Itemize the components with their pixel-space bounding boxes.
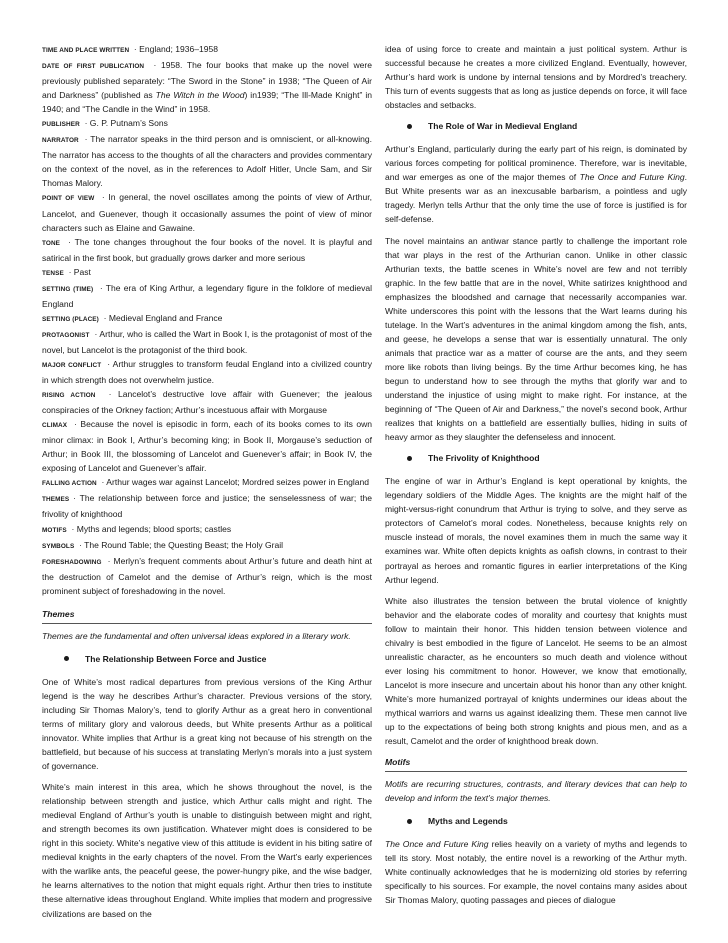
fact-label: FALLING ACTION	[42, 480, 97, 488]
fact-label: DATE OF FIRST PUBLICATION	[42, 63, 145, 71]
left-column	[42, 42, 372, 928]
fact-label: THEMES	[42, 496, 70, 504]
fact-label: PROTAGONIST	[42, 331, 90, 339]
fact-label: SETTING (PLACE)	[42, 315, 99, 323]
fact-label: NARRATOR	[42, 137, 79, 145]
fact-label: RISING ACTION	[42, 392, 96, 400]
motifs-intro: Motifs are recurring structures, contrasts, and literary devices that can help to develop and inform the text’s major themes.	[385, 779, 687, 804]
fact-label: POINT OF VIEW	[42, 195, 95, 203]
body-paragraph: The novel maintains an antiwar stance partly to challenge the important role that war plays in the rest of the Arthurian canon. Unlike in other classic Arthurian texts, the battle scenes in White’s novel are few and not terribly graphic. In the few battle that are in the novel, White satirizes knighthood and emphasizes the bloodshed and carnage that necessarily accompanies war. White underscores this point with the lessons that the Wart learns during his tutelage. In the Wart’s adventures in the animal kingdom among the fish, ants, and geese, he develops a sense that war is essentially unnatural. The only animals that practice war as a matter of course are the ants, and they seem more like robots than living beings. By the time Arthur becomes king, he has begun to understand how to see through the myths that glorify war and to understand the injustice of using might to make right. For instance, at the beginning of “The Queen of Air and Darkness,” the novel’s second book, Arthur realizes that knights on a battlefield are essentially bullies, hiding in suits of heavy armor as they slaughter the defenseless and innocent.	[385, 235, 687, 443]
bullet-heading-frivolity: The Frivolity of Knighthood	[385, 451, 687, 465]
fact-label: SETTING (TIME)	[42, 285, 94, 293]
themes-heading: Themes	[42, 607, 372, 624]
bullet-icon	[407, 456, 412, 461]
body-paragraph: The engine of war in Arthur’s England is kept operational by knights, the legendary soldiers of the Middle Ages. The knights are the might half of the might-versus-right conundrum that Arthur is trying to solve, and they serve as protectors of Camelot’s moral codes. Nonetheless, because knights rely on muscle instead of morals, the novel examines them in much the same way it examines war. White often depicts knights as oafish clowns, in contrast to their portrayal as heroes and romantic figures in earlier interpretations of the King Arthur legend.	[385, 476, 687, 585]
fact-setting-place: SETTING (PLACE) · Medieval England and France	[42, 312, 223, 323]
right-column	[385, 42, 687, 914]
body-paragraph: idea of using force to create and maintain a just political system. Arthur is successful because he creates a more civilized England. Eventually, however, Arthur’s hard work is undone by internal tensions and by Mordred’s treachery. This turn of events suggests that as long as justice depends on force, it will face obstacles and setbacks.	[385, 44, 687, 111]
fact-label: TONE	[42, 239, 61, 247]
fact-first-publication: DATE OF FIRST PUBLICATION · 1958. The four books that make up the novel were previously published separately: “The Sword in the Stone” in 1938; “The Queen of Air and Darkness” (published as The Witch in the Wood) in1939; “The Ill-Made Knight” in 1940; and “The Candle in the Wind” in 1958.	[42, 60, 373, 115]
fact-label: TIME AND PLACE WRITTEN	[42, 47, 130, 54]
bullet-heading-force-justice: The Relationship Between Force and Justice	[42, 652, 372, 666]
bullet-icon	[407, 124, 412, 129]
body-paragraph: The Once and Future King relies heavily on a variety of myths and legends to tell its story. Most notably, the entire novel is a reworking of the Arthur myth. White continually acknowledges that he is modernizing old stories by referring specifically to his sources. For example, the novel contains many asides about Sir Thomas Malory, quoting passages and pieces of dialogue	[385, 839, 687, 906]
fact-motifs: MOTIFS · Myths and legends; blood sports; castles	[42, 523, 232, 534]
body-paragraph: White’s main interest in this area, which he shows throughout the novel, is the relationship between strength and justice, which Arthur calls might and right. The medieval England of Arthur’s youth is unable to distinguish between might and right, and strength becomes its own justification. Whatever might does is considered to be right in this society. White’s negative view of this attitude is evident in his biting satire of medieval knights in the early chapters of the novel. From the Wart’s early experiences with the warlike ants, the peaceful geese, the power-hungry pike, and the wise badger, he learns alternatives to the notion that might equals right. Arthur then tries to institute these alternative ideas throughout England. White implies that modern and progressive civilizations are based on the	[42, 782, 372, 919]
fact-symbols: SYMBOLS · The Round Table; the Questing Beast; the Holy Grail	[42, 539, 284, 550]
fact-time-place: TIME AND PLACE WRITTEN · England; 1936–1958	[42, 44, 219, 54]
fact-climax: CLIMAX · Because the novel is episodic in form, each of its books comes to its own minor climax: in Book I, Arthur’s becoming king; in Book II, Morgause’s seduction of Arthur; in Book III, the blossoming of Lancelot and Guenever’s affair; in Book IV, the exposing of Lancelot and Guenever’s affair.	[42, 419, 373, 474]
fact-label: MOTIFS	[42, 526, 67, 534]
fact-label: TENSE	[42, 269, 64, 277]
motifs-heading: Motifs	[385, 755, 687, 772]
fact-protagonist: PROTAGONIST · Arthur, who is called the Wart in Book I, is the protagonist of most of the novel, but Lancelot is the protagonist of the third book.	[42, 328, 372, 355]
body-paragraph: One of White’s most radical departures from previous versions of the King Arthur legend is the way he describes Arthur’s character. Previous versions of the story, including Sir Thomas Malory’s, tend to glorify Arthur as a great hero in conventional terms of military glory and valorous deeds, but White presents Arthur as a political innovator. White implies that Arthur is a great king not because of his strength on the battlefield, but because of his success at translating Merlyn’s morals into a just system of governance.	[42, 676, 372, 772]
fact-tone: TONE · The tone changes throughout the four books of the novel. It is playful and satirical in the first book, but gradually grows darker and more serious	[42, 236, 372, 263]
bullet-icon	[407, 819, 412, 824]
fact-foreshadowing: FORESHADOWING · Merlyn’s frequent comments about Arthur’s future and death hint at the destruction of Camelot and the demise of Arthur’s reign, which is the most prominent subject of foreshadowing in the novel.	[42, 555, 372, 596]
fact-tense: TENSE · Past	[42, 266, 91, 277]
fact-label: PUBLISHER	[42, 121, 80, 129]
fact-label: CLIMAX	[42, 422, 68, 430]
bullet-heading-role-of-war: The Role of War in Medieval England	[385, 119, 687, 133]
fact-label: MAJOR CONFLICT	[42, 361, 102, 369]
bullet-icon	[64, 656, 69, 661]
body-paragraph: Arthur’s England, particularly during the early part of his reign, is dominated by various forces competing for political prominence. Therefore, war is inevitable, and war emerges as one of the major themes of The Once and Future King. But White presents war as an inexcusable barbarism, a pointless and ugly tragedy. Merlyn tells Arthur that the only time the use of force is justified is for self-defense.	[385, 144, 687, 225]
fact-narrator: NARRATOR · The narrator speaks in the third person and is omniscient, or all-knowing. The narrator has access to the thoughts of all the characters and provides commentary on the context of the novel, as in the references to Adolf Hitler, Uncle Sam, and Sir Thomas Malory.	[42, 134, 372, 189]
bullet-heading-myths: Myths and Legends	[385, 814, 687, 828]
fact-falling-action: FALLING ACTION · Arthur wages war against Lancelot; Mordred seizes power in England	[42, 477, 370, 488]
fact-setting-time: SETTING (TIME) · The era of King Arthur, a legendary figure in the folklore of medieval England	[42, 282, 373, 309]
themes-intro: Themes are the fundamental and often universal ideas explored in a literary work.	[42, 630, 351, 641]
body-paragraph: White also illustrates the tension between the brutal violence of knightly behavior and the elaborate codes of morality and courtesy that knights must follow to maintain their honor. This hidden tension between violence and chivalry is best embodied in the figure of Lancelot. He seems to be an almost unrealistic character, as he encounters so much death and violence without ever losing his commitment to honor. However, we know that emotionally, Lancelot is more insecure and uncertain about his honor than any other knight. White’s more humanized portrayal of knights undermines our ideas about the mythical warriors and warns us against idealizing them. These men cannot live up to the expectations of being both strong knights and pious men, and as a result, Camelot and the order of knighthood break down.	[385, 595, 687, 747]
fact-rising-action: RISING ACTION · Lancelot’s destructive love affair with Guenever; the jealous conspiracies of the Orkney faction; Arthur’s incestuous affair with Morgause	[42, 389, 372, 416]
fact-point-of-view: POINT OF VIEW · In general, the novel oscillates among the points of view of Arthur, Lancelot, and Guenever, though it occasionally assumes the point of view of minor characters such as Elaine and Gawaine.	[42, 192, 373, 233]
key-facts	[42, 42, 372, 598]
fact-themes: THEMES · The relationship between force and justice; the senselessness of war; the frivolity of knighthood	[42, 493, 373, 520]
fact-publisher: PUBLISHER · G. P. Putnam’s Sons	[42, 118, 168, 129]
book-title: The Once and Future King	[579, 172, 685, 183]
fact-label: FORESHADOWING	[42, 558, 102, 566]
book-title: The Once and Future King	[385, 839, 489, 850]
fact-major-conflict: MAJOR CONFLICT · Arthur struggles to transform feudal England into a civilized country in which strength does not overwhelm justice.	[42, 358, 373, 386]
fact-label: SYMBOLS	[42, 542, 75, 550]
